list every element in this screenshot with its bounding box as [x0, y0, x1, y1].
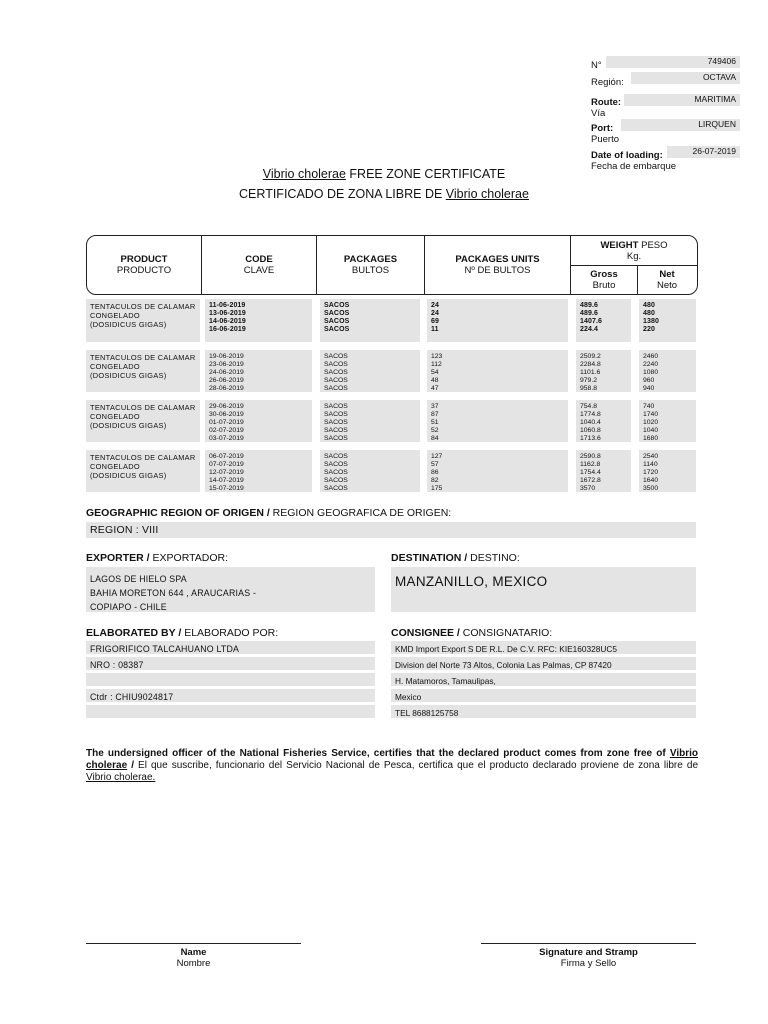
elaborated-line: [86, 705, 375, 718]
table-cell-net: 2460 2240 1080 960 940: [639, 350, 696, 392]
consignee-label: CONSIGNEE / CONSIGNATARIO:: [391, 627, 553, 639]
elaborated-label: ELABORATED BY / ELABORADO POR:: [86, 627, 279, 639]
col-code: CODE CLAVE: [243, 254, 275, 276]
certificate-title-es: CERTIFICADO DE ZONA LIBRE DE Vibrio cholerae: [239, 187, 529, 201]
table-cell-code: 29-06-2019 30-06-2019 01-07-2019 02-07-2019 03-07-2019: [205, 400, 312, 442]
elaborated-line: Ctdr : CHIU9024817: [86, 689, 375, 702]
consignee-line: Mexico: [391, 689, 696, 702]
stamp-signature-line: [481, 943, 696, 944]
geo-region-label: GEOGRAPHIC REGION OF ORIGEN / REGION GEOGRAFICA DE ORIGEN:: [86, 507, 452, 519]
date-sublabel: Fecha de embarque: [591, 161, 677, 172]
port-sublabel: Puerto: [591, 134, 619, 145]
col-gross: Gross Bruto: [590, 269, 618, 291]
signature-caption: Signature and Stramp Firma y Sello: [539, 947, 638, 969]
destination-value: MANZANILLO, MEXICO: [395, 574, 548, 589]
consignee-line: H. Matamoros, Tamaulipas,: [391, 673, 696, 686]
elaborated-line: [86, 673, 375, 686]
route-value: MARITIMA: [624, 94, 740, 106]
table-cell-packages: SACOS SACOS SACOS SACOS SACOS: [320, 450, 420, 492]
col-net: Net Neto: [656, 269, 678, 291]
table-cell-code: 19-06-2019 23-06-2019 24-06-2019 26-06-2019 28-06-2019: [205, 350, 312, 392]
table-cell-code: 06-07-2019 07-07-2019 12-07-2019 14-07-2019 15-07-2019: [205, 450, 312, 492]
name-caption: Name Nombre: [176, 947, 211, 969]
number-label: N°: [591, 60, 602, 71]
table-cell-packages: SACOS SACOS SACOS SACOS SACOS: [320, 350, 420, 392]
table-cell-product: TENTACULOS DE CALAMAR CONGELADO (DOSIDICUS GIGAS): [86, 350, 200, 392]
region-label: Región:: [591, 77, 624, 88]
table-cell-net: 2540 1140 1720 1640 3500: [639, 450, 696, 492]
table-cell-gross: 2590.8 1162.8 1754.4 1672.8 3570: [576, 450, 631, 492]
certificate-title-en: Vibrio cholerae FREE ZONE CERTIFICATE: [262, 167, 506, 181]
route-sublabel: Vía: [591, 108, 606, 119]
elaborated-line: NRO : 08387: [86, 657, 375, 670]
exporter-line: COPIAPO - CHILE: [90, 602, 167, 612]
table-cell-gross: 489.6 489.6 1407.6 224.4: [576, 299, 631, 342]
consignee-line: TEL 8688125758: [391, 705, 696, 718]
col-units: PACKAGES UNITS Nº DE BULTOS: [455, 254, 540, 276]
destination-box: [391, 567, 696, 612]
table-cell-packages: SACOS SACOS SACOS SACOS SACOS: [320, 400, 420, 442]
table-cell-units: 24 24 69 11: [427, 299, 568, 342]
col-product: PRODUCT PRODUCTO: [116, 254, 172, 276]
region-value: OCTAVA: [631, 72, 740, 84]
col-packages: PACKAGES BULTOS: [343, 254, 398, 276]
table-cell-units: 37 87 51 52 84: [427, 400, 568, 442]
destination-label: DESTINATION / DESTINO:: [391, 552, 520, 564]
table-cell-gross: 2509.2 2284.8 1101.6 979.2 958.8: [576, 350, 631, 392]
table-cell-units: 123 112 54 48 47: [427, 350, 568, 392]
table-cell-product: TENTACULOS DE CALAMAR CONGELADO (DOSIDICUS GIGAS): [86, 400, 200, 442]
elaborated-line: FRIGORIFICO TALCAHUANO LTDA: [86, 641, 375, 654]
table-cell-gross: 754.8 1774.8 1040.4 1060.8 1713.6: [576, 400, 631, 442]
table-cell-code: 11-06-2019 13-06-2019 14-06-2019 16-06-2019: [205, 299, 312, 342]
col-weight: WEIGHT PESO Kg.: [600, 240, 668, 262]
geo-region-value: REGION : VIII: [86, 522, 696, 538]
date-value: 26-07-2019: [667, 146, 740, 158]
divider: [570, 265, 697, 266]
consignee-line: KMD Import Export S DE R.L. De C.V. RFC: KIE160328UC5: [391, 641, 696, 654]
port-value: LIRQUEN: [621, 119, 740, 131]
port-label: Port:: [591, 123, 614, 134]
exporter-line: BAHIA MORETON 644 , ARAUCARIAS -: [90, 588, 257, 598]
route-label: Route:: [591, 97, 622, 108]
consignee-line: Division del Norte 73 Altos, Colonia Las Palmas, CP 87420: [391, 657, 696, 670]
exporter-label: EXPORTER / EXPORTADOR:: [86, 552, 228, 564]
exporter-box: [86, 567, 375, 612]
table-cell-product: TENTACULOS DE CALAMAR CONGELADO (DOSIDICUS GIGAS): [86, 299, 200, 342]
table-cell-units: 127 57 86 82 175: [427, 450, 568, 492]
number-value: 749406: [606, 56, 740, 68]
name-signature-line: [86, 943, 301, 944]
table-cell-net: 480 480 1380 220: [639, 299, 696, 342]
date-label: Date of loading:: [591, 150, 663, 161]
table-cell-packages: SACOS SACOS SACOS SACOS: [320, 299, 420, 342]
table-cell-net: 740 1740 1020 1040 1680: [639, 400, 696, 442]
certification-statement: The undersigned officer of the National Fisheries Service, certifies that the declared product comes from zone free of Vibrio cholerae / El que suscribe, funcionario del Servicio Nacional de Pesca, certifica que el producto declarado proviene de zona libre de Vibrio cholerae.: [86, 748, 698, 783]
table-cell-product: TENTACULOS DE CALAMAR CONGELADO (DOSIDICUS GIGAS): [86, 450, 200, 492]
exporter-line: LAGOS DE HIELO SPA: [90, 574, 187, 584]
